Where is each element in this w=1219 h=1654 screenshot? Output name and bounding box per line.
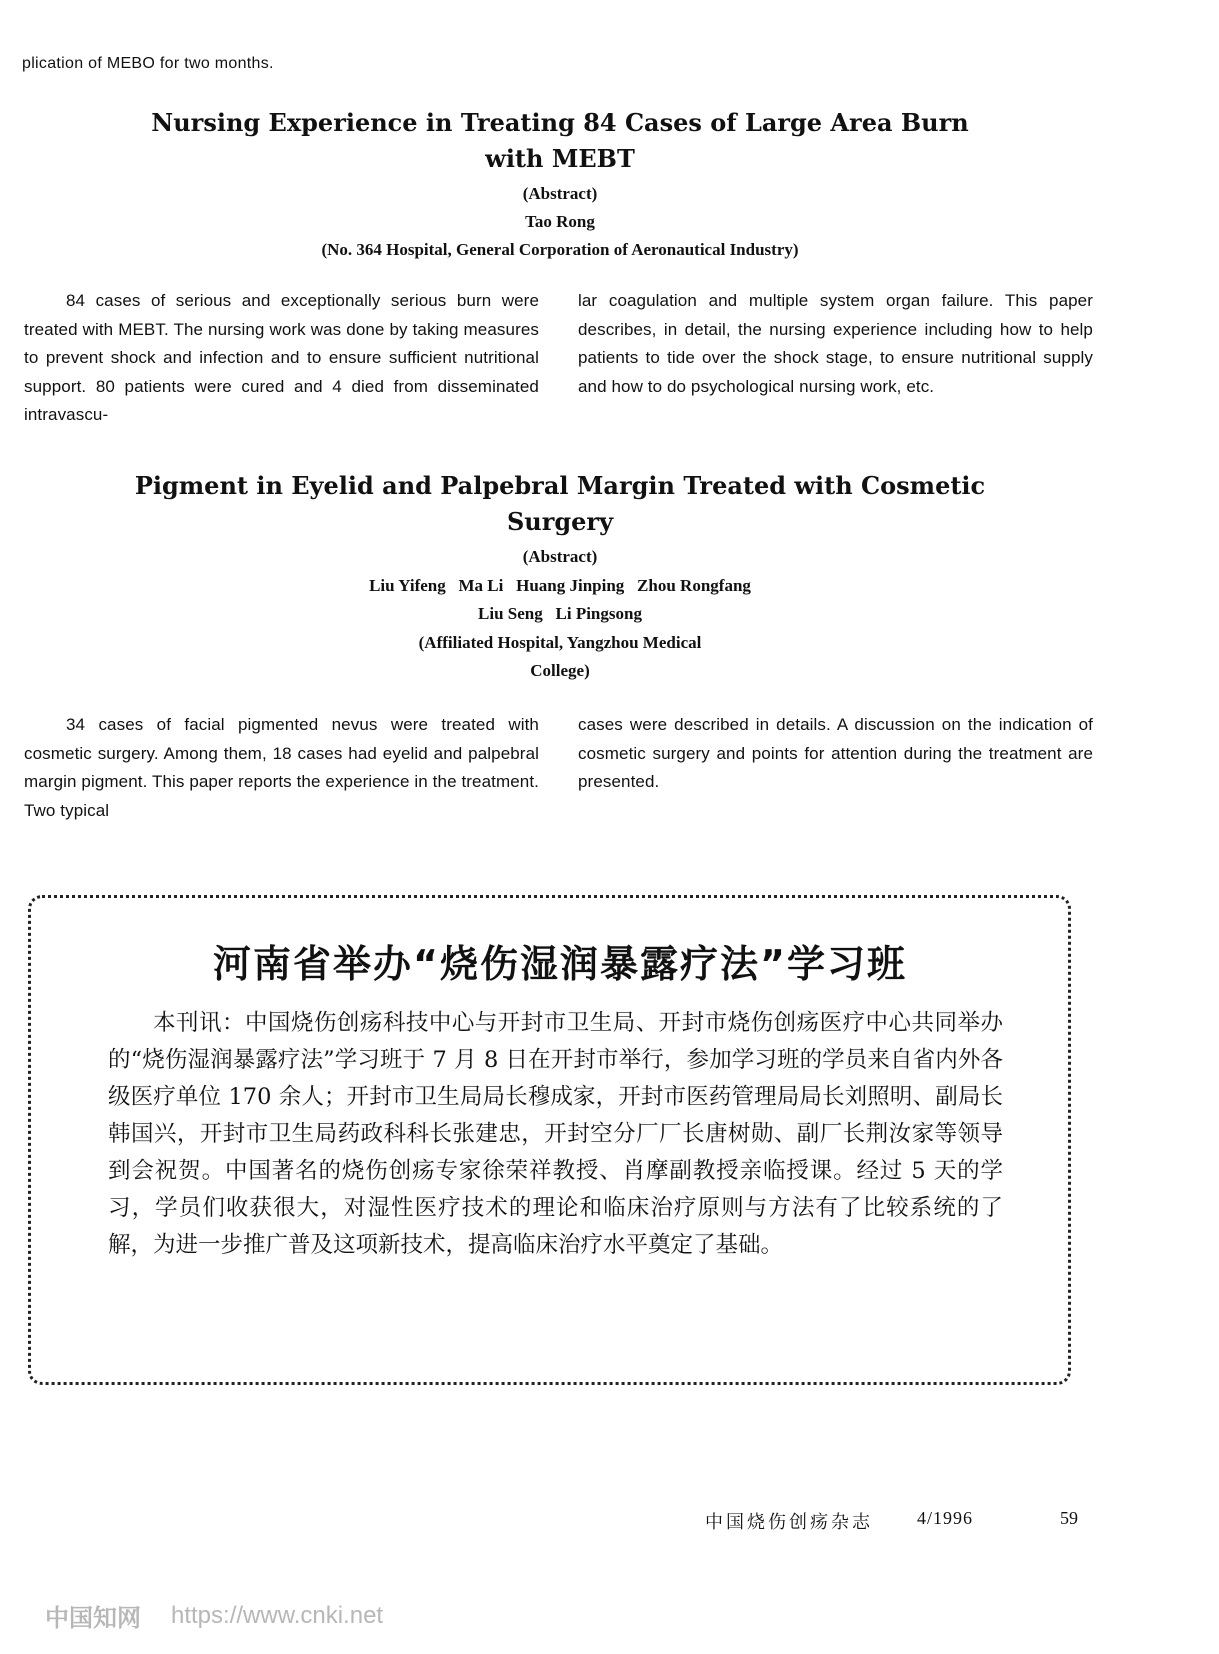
article2-affiliation-line1: (Affiliated Hospital, Yangzhou Medical [418,633,702,652]
notice-title: 河南省举办“烧伤湿润暴露疗法”学习班 [213,942,907,986]
article2-abstract-label: (Abstract) [522,547,598,566]
article2-authors-line1: Liu Yifeng Ma Li Huang Jinping Zhou Rongfang [369,576,751,595]
article1-title-line1: Nursing Experience in Treating 84 Cases of Large Area Burn [151,108,969,137]
article1-abstract-left-column [24,287,539,430]
article2-abstract-left-text: 34 cases of facial pigmented nevus were treated with cosmetic surgery. Among them, 18 cases had eyelid and palpebral margin pigment. This paper reports the experience in the treatment. Two typical [24,715,539,820]
page-number: 59 [1060,1508,1078,1528]
journal-issue: 4/1996 [917,1508,974,1528]
cnki-watermark [45,1598,383,1633]
article2-title-line2: Surgery [506,507,614,536]
article2-abstract-right-text: cases were described in details. A discussion on the indication of cosmetic surgery and points for attention during the treatment are presented. [578,715,1093,791]
article2-affiliation-line2: College) [530,661,590,680]
notice-body-text: 本刊讯：中国烧伤创疡科技中心与开封市卫生局、开封市烧伤创疡医疗中心共同举办的“烧伤湿润暴露疗法”学习班于 7 月 8 日在开封市举行，参加学习班的学员来自省内外各级医疗单位 170 余人；开封市卫生局局长穆成家，开封市医药管理局局长刘照明、副局长韩国兴，开封市卫生局药政科科长张建忠，开封空分厂厂长唐树勋、副厂长荆汝家等领导到会祝贺。中国著名的烧伤创疡专家徐荣祥教授、肖摩副教授亲临授课。经过 5 天的学习，学员们收获很大，对湿性医疗技术的理论和临床治疗原则与方法有了比较系统的了解，为进一步推广普及这项新技术，提高临床治疗水平奠定了基础。 [108,1010,1003,1258]
notice-body [108,1005,1003,1264]
article2-abstract-left-column [24,711,539,825]
article2-abstract-right-column [578,711,1093,797]
article1-abstract-right-column [578,287,1093,401]
article2-authors-line2: Liu Seng Li Pingsong [478,604,642,623]
article1-affiliation: (No. 364 Hospital, General Corporation of Aeronautical Industry) [321,240,799,259]
article1-abstract-left-text: 84 cases of serious and exceptionally serious burn were treated with MEBT. The nursing work was done by taking measures to prevent shock and infection and to ensure sufficient nutritional support. 80 patients were cured and 4 died from disseminated intravascu- [24,291,539,424]
cnki-logo: 中国知网 [45,1604,141,1632]
article1-abstract-label: (Abstract) [522,184,598,203]
continued-text: plication of MEBO for two months. [22,55,274,72]
article1-abstract-right-text: lar coagulation and multiple system organ failure. This paper describes, in detail, the nursing experience including how to help patients to tide over the shock stage, to ensure nutritional supply and how to do psychological nursing work, etc. [578,291,1093,396]
article1-author: Tao Rong [525,212,595,231]
cnki-url[interactable]: https://www.cnki.net [171,1601,384,1629]
article2-title-line1: Pigment in Eyelid and Palpebral Margin Treated with Cosmetic [134,471,986,500]
journal-name: 中国烧伤创疡杂志 [705,1512,873,1533]
article1-title-line2: with MEBT [485,144,635,173]
